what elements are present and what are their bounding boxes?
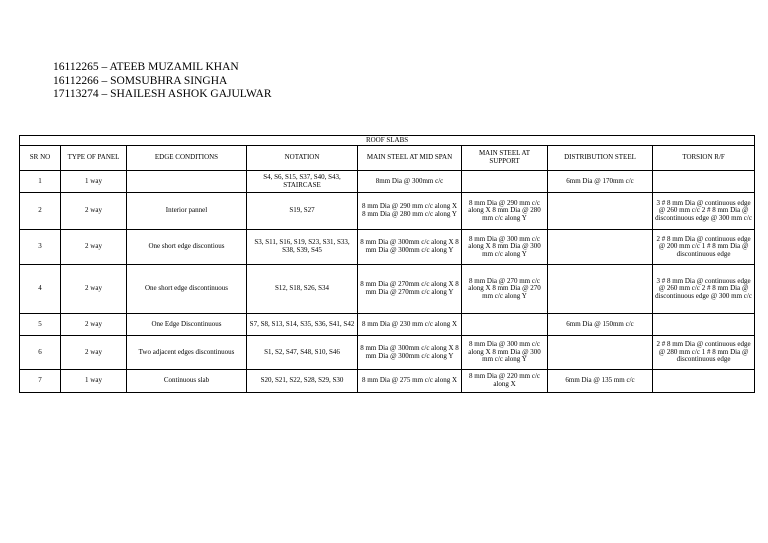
table-cell — [548, 193, 653, 230]
column-header: MAIN STEEL AT MID SPAN — [358, 146, 462, 171]
table-cell: 6 — [20, 336, 61, 370]
table-row — [20, 171, 755, 193]
table-row — [20, 336, 755, 370]
table-cell: S3, S11, S16, S19, S23, S31, S33, S38, S39, S45 — [247, 230, 358, 265]
table-cell: 3 # 8 mm Dia @ continuous edge @ 260 mm c/c 2 # 8 mm Dia @ discontinuous edge @ 300 mm c/c — [653, 193, 755, 230]
table-cell — [548, 336, 653, 370]
table-cell: Two adjacent edges discontinuous — [127, 336, 247, 370]
table-cell: 6mm Dia @ 170mm c/c — [548, 171, 653, 193]
table-row — [20, 314, 755, 336]
table-title: ROOF SLABS — [20, 136, 755, 146]
table-cell: 3 # 8 mm Dia @ continuous edge @ 260 mm c/c 2 # 8 mm Dia @ discontinuous edge @ 300 mm c/c — [653, 265, 755, 314]
table-cell: 6mm Dia @ 135 mm c/c — [548, 370, 653, 393]
table-cell — [548, 265, 653, 314]
table-row — [20, 265, 755, 314]
table-cell: 8 mm Dia @ 290 mm c/c along X 8 mm Dia @ 280 mm c/c along Y — [462, 193, 548, 230]
column-header: TORSION R/F — [653, 146, 755, 171]
table-cell: 2 # 8 mm Dia @ continuous edge @ 280 mm c/c 1 # 8 mm Dia @ discontinuous edge — [653, 336, 755, 370]
column-header: MAIN STEEL AT SUPPORT — [462, 146, 548, 171]
table-cell: One short edge discontious — [127, 230, 247, 265]
table-cell: 8 mm Dia @ 230 mm c/c along X — [358, 314, 462, 336]
table-cell: S4, S6, S15, S37, S40, S43, STAIRCASE — [247, 171, 358, 193]
table-cell: 2 way — [61, 193, 127, 230]
table-cell — [548, 230, 653, 265]
table-cell — [127, 171, 247, 193]
table-cell: 8 mm Dia @ 270 mm c/c along X 8 mm Dia @ 270 mm c/c along Y — [462, 265, 548, 314]
table-cell: 7 — [20, 370, 61, 393]
table-cell: 8 mm Dia @ 300 mm c/c along X 8 mm Dia @ 300 mm c/c along Y — [462, 230, 548, 265]
table-cell: 8 mm Dia @ 275 mm c/c along X — [358, 370, 462, 393]
table-cell — [462, 314, 548, 336]
author-line: 17113274 – SHAILESH ASHOK GAJULWAR — [53, 88, 272, 100]
table-cell: 3 — [20, 230, 61, 265]
table-cell: 2 way — [61, 314, 127, 336]
author-list — [53, 61, 272, 102]
table-cell: One short edge discontinuous — [127, 265, 247, 314]
column-header: TYPE OF PANEL — [61, 146, 127, 171]
table-cell: 8 mm Dia @ 290 mm c/c along X 8 mm Dia @ 280 mm c/c along Y — [358, 193, 462, 230]
table-cell: S20, S21, S22, S28, S29, S30 — [247, 370, 358, 393]
column-header: NOTATION — [247, 146, 358, 171]
table-cell: Interior pannel — [127, 193, 247, 230]
table-cell: 2 — [20, 193, 61, 230]
table-cell — [653, 370, 755, 393]
author-line: 16112266 – SOMSUBHRA SINGHA — [53, 74, 228, 87]
table-cell: 8 mm Dia @ 220 mm c/c along X — [462, 370, 548, 393]
table-cell: S12, S18, S26, S34 — [247, 265, 358, 314]
table-cell: 1 way — [61, 370, 127, 393]
roof-slabs-table — [19, 135, 755, 393]
table-cell: 2 # 8 mm Dia @ continuous edge @ 200 mm c/c 1 # 8 mm Dia @ discontinuous edge — [653, 230, 755, 265]
author-line: 16112265 – ATEEB MUZAMIL KHAN — [53, 61, 239, 73]
table-cell: S19, S27 — [247, 193, 358, 230]
table-cell: 6mm Dia @ 150mm c/c — [548, 314, 653, 336]
table-row — [20, 193, 755, 230]
table-cell: 2 way — [61, 265, 127, 314]
table-cell: One Edge Discontinuous — [127, 314, 247, 336]
table-cell: 8 mm Dia @ 270mm c/c along X 8 mm Dia @ 270mm c/c along Y — [358, 265, 462, 314]
table-row — [20, 230, 755, 265]
table-cell: 8 mm Dia @ 300mm c/c along X 8 mm Dia @ 300mm c/c along Y — [358, 336, 462, 370]
column-header: DISTRIBUTION STEEL — [548, 146, 653, 171]
table-cell: S7, S8, S13, S14, S35, S36, S41, S42 — [247, 314, 358, 336]
column-header: EDGE CONDITIONS — [127, 146, 247, 171]
table-cell — [462, 171, 548, 193]
table-cell — [653, 314, 755, 336]
table-cell: 4 — [20, 265, 61, 314]
table-row — [20, 370, 755, 393]
table-cell: 2 way — [61, 230, 127, 265]
table-cell: 2 way — [61, 336, 127, 370]
table-cell: 1 way — [61, 171, 127, 193]
column-header: SR NO — [20, 146, 61, 171]
table-cell: 1 — [20, 171, 61, 193]
table-cell: Continuous slab — [127, 370, 247, 393]
table-cell: 8mm Dia @ 300mm c/c — [358, 171, 462, 193]
table-cell: 8 mm Dia @ 300 mm c/c along X 8 mm Dia @ 300 mm c/c along Y — [462, 336, 548, 370]
table-cell: 5 — [20, 314, 61, 336]
table-cell: 8 mm Dia @ 300mm c/c along X 8 mm Dia @ 300mm c/c along Y — [358, 230, 462, 265]
table-cell — [653, 171, 755, 193]
table-cell: S1, S2, S47, S48, S10, S46 — [247, 336, 358, 370]
